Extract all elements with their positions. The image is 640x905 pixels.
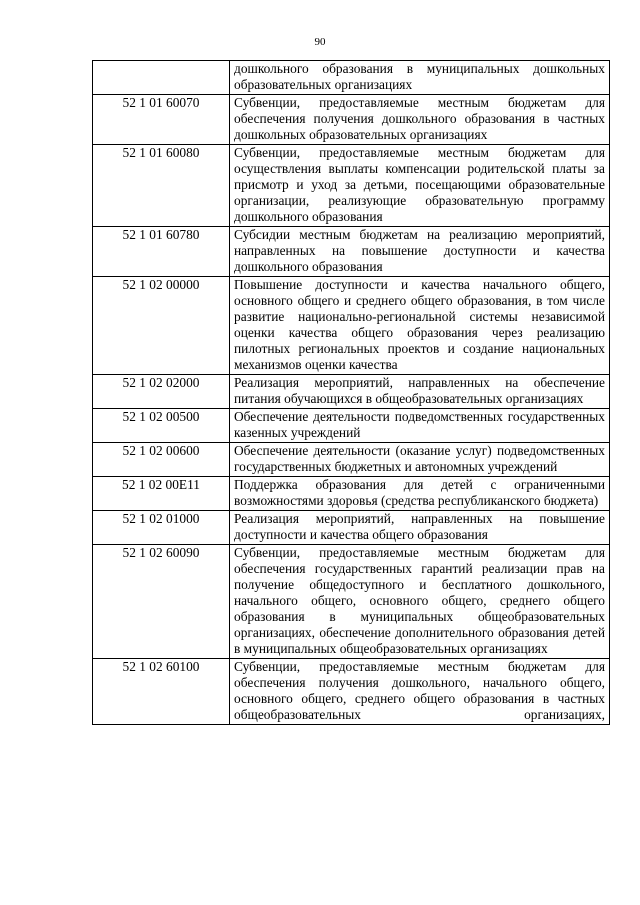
table-row bbox=[93, 443, 610, 477]
budget-description: Поддержка образования для детей с ограниченными возможностями здоровья (средства республиканского бюджета) bbox=[230, 477, 610, 511]
budget-code bbox=[93, 61, 230, 95]
budget-description: Субвенции, предоставляемые местным бюджетам для обеспечения государственных гарантий реализации прав на получение общедоступного и бесплатного дошкольного, начального общего, основного общего, среднего общего образования в муниципальных общеобразовательных организациях, обеспечение дополнительного образования детей в муниципальных общеобразовательных организациях bbox=[230, 545, 610, 659]
budget-description: Субвенции, предоставляемые местным бюджетам для осуществления выплаты компенсации родительской платы за присмотр и уход за детьми, посещающими образовательные организации, реализующие образовательную программу дошкольного образования bbox=[230, 145, 610, 227]
table-row bbox=[93, 545, 610, 659]
budget-code: 52 1 02 00Е11 bbox=[93, 477, 230, 511]
budget-description: Субвенции, предоставляемые местным бюджетам для обеспечения получения дошкольного, начального общего, основного общего, среднего общего образования в частных общеобразовательных организациях, bbox=[230, 659, 610, 725]
table-row bbox=[93, 409, 610, 443]
table-row bbox=[93, 375, 610, 409]
budget-code: 52 1 02 60090 bbox=[93, 545, 230, 659]
budget-code: 52 1 02 00600 bbox=[93, 443, 230, 477]
budget-classification-table bbox=[92, 60, 610, 725]
table-row bbox=[93, 227, 610, 277]
budget-description: Повышение доступности и качества начального общего, основного общего и среднего общего образования, в том числе развитие национально-региональной системы независимой оценки качества общего образования через реализацию пилотных региональных проектов и создание национальных механизмов оценки качества bbox=[230, 277, 610, 375]
budget-description: Субвенции, предоставляемые местным бюджетам для обеспечения получения дошкольного образования в частных дошкольных образовательных организациях bbox=[230, 95, 610, 145]
table-row bbox=[93, 145, 610, 227]
budget-code: 52 1 02 60100 bbox=[93, 659, 230, 725]
budget-description: Реализация мероприятий, направленных на повышение доступности и качества общего образования bbox=[230, 511, 610, 545]
table-row bbox=[93, 277, 610, 375]
budget-code: 52 1 02 00000 bbox=[93, 277, 230, 375]
budget-code: 52 1 01 60780 bbox=[93, 227, 230, 277]
table-row bbox=[93, 659, 610, 725]
budget-description: Обеспечение деятельности подведомственных государственных казенных учреждений bbox=[230, 409, 610, 443]
budget-description: дошкольного образования в муниципальных дошкольных образовательных организациях bbox=[230, 61, 610, 95]
budget-code: 52 1 01 60070 bbox=[93, 95, 230, 145]
budget-description: Реализация мероприятий, направленных на обеспечение питания обучающихся в общеобразовательных организациях bbox=[230, 375, 610, 409]
budget-code: 52 1 01 60080 bbox=[93, 145, 230, 227]
table-row bbox=[93, 61, 610, 95]
budget-description: Субсидии местным бюджетам на реализацию мероприятий, направленных на повышение доступности и качества дошкольного образования bbox=[230, 227, 610, 277]
table-row bbox=[93, 511, 610, 545]
budget-code: 52 1 02 02000 bbox=[93, 375, 230, 409]
page-number: 90 bbox=[314, 36, 326, 48]
budget-description: Обеспечение деятельности (оказание услуг) подведомственных государственных бюджетных и автономных учреждений bbox=[230, 443, 610, 477]
table-row bbox=[93, 477, 610, 511]
table-row bbox=[93, 95, 610, 145]
budget-code: 52 1 02 00500 bbox=[93, 409, 230, 443]
budget-code: 52 1 02 01000 bbox=[93, 511, 230, 545]
